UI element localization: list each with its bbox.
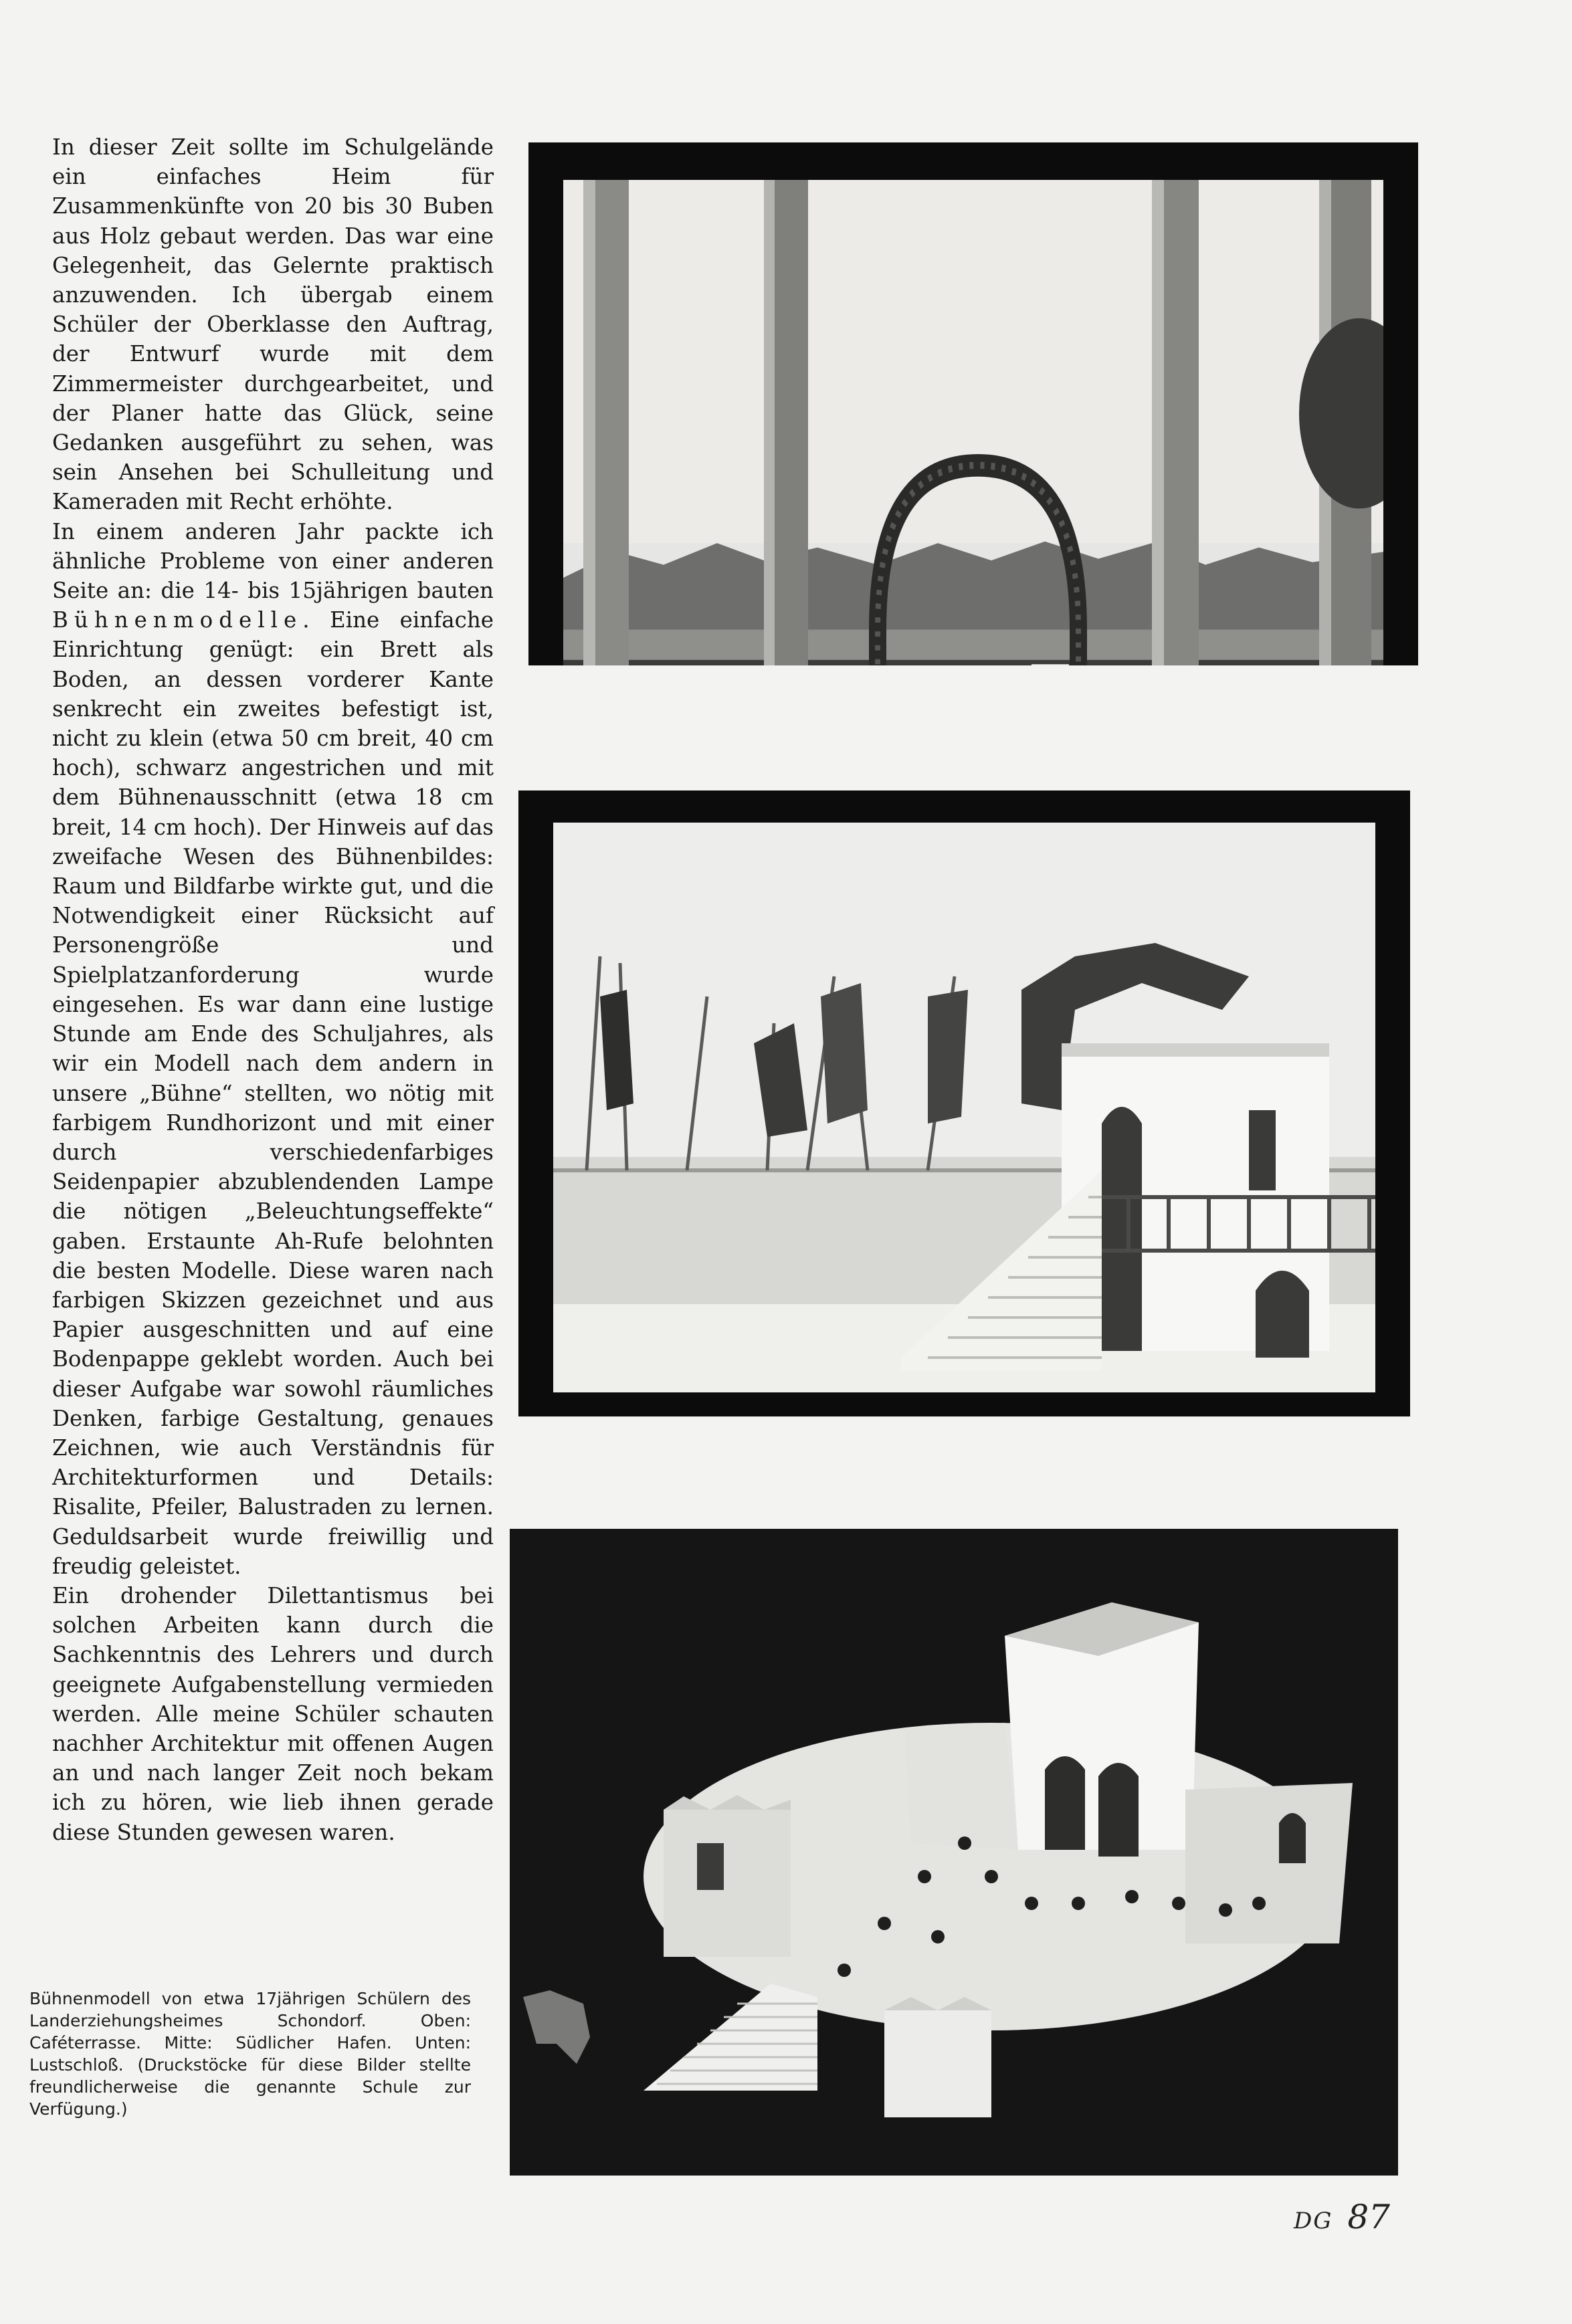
journal-abbreviation: DG [1293, 2208, 1333, 2234]
photo-caption: Bühnenmodell von etwa 17jährigen Schülern des Landerziehungsheimes Schondorf. Oben: Caféterrasse. Mitte: Südlicher Hafen. Unten: Lustschloß. (Druckstöcke für diese Bilder stellte freundlicherweise die genannte Schule zur Verfügung.) [29, 1989, 471, 2119]
paragraph-2-rest: . Eine einfache Einrichtung genügt: ein Brett als Boden, an dessen vorderer Kante senkrecht ein zweites befestigt ist, nicht zu klein (etwa 50 cm breit, 40 cm hoch), schwarz angestrichen und mit dem Bühnenausschnitt (etwa 18 cm breit, 14 cm hoch). Der Hinweis auf das zweifache Wesen des Bühnenbildes: Raum und Bildfarbe wirkte gut, und die Notwendigkeit einer Rücksicht auf Personengröße und Spielplatzanforderung wurde eingesehen. Es war dann eine lustige Stunde am Ende des Schuljahres, als wir ein Modell nach dem andern in unsere „Bühne“ stellten, wo nötig mit farbigem Rundhorizont und mit einer durch verschiedenfarbiges Seidenpapier abzublendenden Lampe die nötigen „Beleuchtungseffekte“ gaben. Erstaunte Ah-Rufe belohnten die besten Modelle. Diese waren nach farbigen Skizzen gezeichnet und aus Papier ausgeschnitten und auf eine Bodenpappe geklebt worden. Auch bei dieser Aufgabe war sowohl räumliches Denken, farbige Gestaltung, genaues Zeichnen, wie auch Verständnis für Architekturformen und Details: Risalite, Pfeiler, Balustraden zu lernen. Geduldsarbeit wurde freiwillig und freudig geleistet. [52, 607, 494, 1579]
paragraph-2 [52, 517, 494, 1581]
paragraph-3: Ein drohender Dilettantismus bei solchen Arbeiten kann durch die Sachkenntnis des Lehrers und durch geeignete Aufgabenstellung vermieden werden. Alle meine Schüler schauten nachher Architektur mit offenen Augen an und nach langer Zeit noch bekam ich zu hören, wie lieb ihnen gerade diese Stunden gewesen waren. [52, 1582, 494, 1845]
harbour-model-image [553, 823, 1375, 1392]
page-footer [1294, 2198, 1390, 2236]
photo-cafe-terrace [528, 142, 1418, 665]
cafe-terrace-model-image [563, 180, 1383, 665]
photo-pleasure-palace [510, 1529, 1398, 2176]
page-number: 87 [1347, 2198, 1390, 2236]
article-text [52, 132, 494, 1847]
paragraph-1: In dieser Zeit sollte im Schulgelände ein einfaches Heim für Zusammenkünfte von 20 bis 30 Buben aus Holz gebaut werden. Das war eine Gelegenheit, das Gelernte praktisch anzuwenden. Ich übergab einem Schüler der Oberklasse den Auftrag, der Entwurf wurde mit dem Zimmermeister durchgearbeitet, und der Planer hatte das Glück, seine Gedanken ausgeführt zu sehen, was sein Ansehen bei Schulleitung und Kameraden mit Recht erhöhte. [52, 134, 494, 515]
palace-model-image [510, 1529, 1398, 2176]
paragraph-2-start: In einem anderen Jahr packte ich ähnliche Probleme von einer anderen Seite an: die 14- bis 15jährigen bauten [52, 518, 494, 604]
spaced-term: Bühnenmodelle [52, 607, 303, 633]
photo-southern-harbour [518, 790, 1410, 1416]
